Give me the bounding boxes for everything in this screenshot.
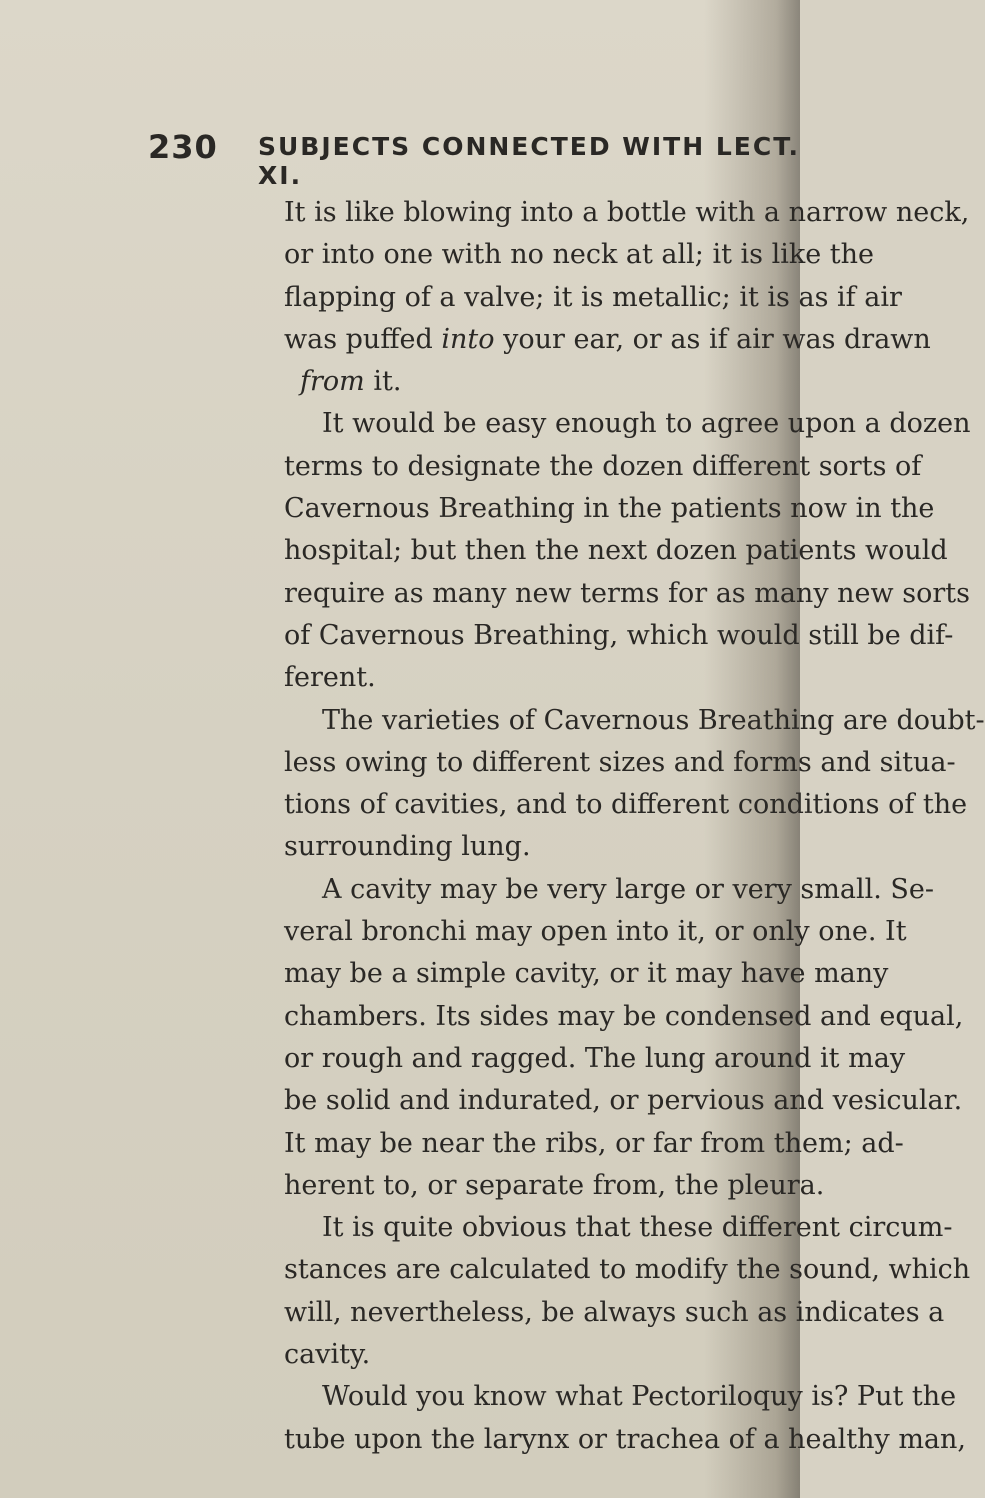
text-line: will, nevertheless, be always such as indicates a [284, 1296, 945, 1328]
text-line: It is like blowing into a bottle with a narrow neck, [284, 197, 970, 228]
text-line: less owing to different sizes and forms and situa- [284, 746, 956, 778]
paragraph-start-line: It is quite obvious that these different circum- [322, 1212, 953, 1244]
running-head: SUBJECTS CONNECTED WITH LECT. XI. [258, 132, 800, 190]
text-line: stances are calculated to modify the sound, which [284, 1254, 971, 1286]
text-line: hospital; but then the next dozen patients would [284, 535, 948, 567]
paragraph-start-line: It would be easy enough to agree upon a dozen [322, 408, 971, 440]
text-line: herent to, or separate from, the pleura. [284, 1169, 825, 1201]
page-number: 230 [148, 128, 218, 166]
text-line: be solid and indurated, or pervious and vesicular. [284, 1085, 963, 1117]
text-line: surrounding lung. [284, 831, 531, 863]
page-header [0, 128, 800, 190]
paragraph-start-line: Would you know what Pectoriloquy is? Put the [322, 1381, 957, 1413]
text-line: tube upon the larynx or trachea of a healthy man, [284, 1423, 967, 1455]
body-text [284, 192, 985, 1461]
text-line: or rough and ragged. The lung around it may [284, 1042, 906, 1074]
text-line [284, 319, 931, 361]
italic-word: into [441, 323, 495, 355]
text-fragment: your ear, or as if air was drawn [503, 323, 931, 355]
text-line: Cavernous Breathing in the patients now in the [284, 493, 935, 525]
text-line: ferent. [284, 662, 376, 694]
text-line: of Cavernous Breathing, which would still be dif- [284, 619, 954, 651]
text-line [284, 361, 716, 403]
paragraph-start-line: The varieties of Cavernous Breathing are doubt- [322, 704, 985, 736]
text-line: flapping of a valve; it is metallic; it is as if air [284, 281, 902, 313]
text-line: cavity. [284, 1339, 371, 1371]
text-line: may be a simple cavity, or it may have many [284, 958, 889, 990]
text-line: chambers. Its sides may be condensed and equal, [284, 1000, 964, 1032]
italic-word: from [300, 366, 365, 398]
text-line: terms to designate the dozen different sorts of [284, 450, 922, 482]
paragraph-start-line: A cavity may be very large or very small. Se- [322, 873, 935, 905]
text-line: require as many new terms for as many new sorts [284, 577, 970, 609]
text-line: tions of cavities, and to different conditions of the [284, 789, 968, 821]
text-line: It may be near the ribs, or far from them; ad- [284, 1127, 904, 1159]
text-fragment: was puffed [284, 323, 433, 355]
text-line: or into one with no neck at all; it is like the [284, 239, 875, 271]
text-line: veral bronchi may open into it, or only one. It [284, 916, 907, 948]
text-fragment: it. [373, 366, 402, 398]
